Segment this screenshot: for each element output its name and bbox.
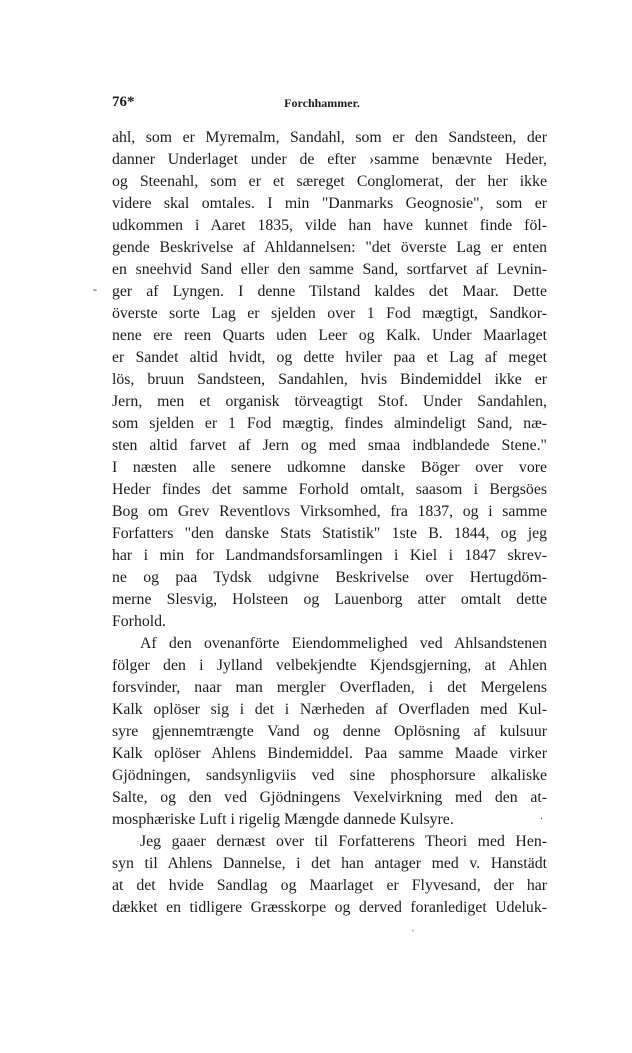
margin-mark: -	[93, 282, 97, 296]
text-line: videre skal omtales. I min "Danmarks Geognosie", som er	[112, 195, 547, 212]
text-line: lös, bruun Sandsteen, Sandahlen, hvis Bindemiddel ikke er	[112, 371, 547, 388]
text-line: at det hvide Sandlag og Maarlaget er Flyvesand, der har	[112, 877, 547, 894]
text-line: sten altid farvet af Jern og med smaa indblandede Stene."	[112, 437, 547, 454]
body-text	[112, 127, 547, 919]
bottom-mark: ˌ	[411, 918, 415, 932]
text-line: mosphæriske Luft i rigelig Mængde dannede Kulsyre.	[112, 811, 454, 828]
text-line: Jeg gaaer dernæst over til Forfatterens Theori med Hen-	[140, 833, 547, 850]
text-line: ger af Lyngen. I denne Tilstand kaldes det Maar. Dette	[112, 283, 547, 300]
text-line: Jern, men et organisk törveagtigt Stof. Under Sandahlen,	[112, 393, 547, 410]
text-line: Kalk oplöser sig i det i Nærheden af Overfladen med Kul-	[112, 701, 547, 718]
text-line: syre gjennemtrængte Vand og denne Oplösning af kulsuur	[112, 723, 547, 740]
text-line: gende Beskrivelse af Ahldannelsen: "det överste Lag er enten	[112, 239, 547, 256]
text-line: nene ere reen Quarts uden Leer og Kalk. Under Maarlaget	[112, 327, 547, 344]
page-header	[112, 94, 532, 114]
margin-mark: .	[540, 808, 543, 822]
text-line: Heder findes det samme Forhold omtalt, saasom i Bergsöes	[112, 481, 547, 498]
text-line: Kalk oplöser Ahlens Bindemiddel. Paa samme Maade virker	[112, 745, 547, 762]
text-line: Forfatters "den danske Stats Statistik" 1ste B. 1844, og jeg	[112, 525, 547, 542]
text-line: I næsten alle senere udkomne danske Böger over vore	[112, 459, 547, 476]
text-line: överste sorte Lag er sjelden over 1 Fod mægtigt, Sandkor-	[112, 305, 547, 322]
text-line: Af den ovenanförte Eiendommelighed ved Ahlsandstenen	[140, 635, 547, 652]
text-line: syn til Ahlens Dannelse, i det han antager med v. Hanstädt	[112, 855, 547, 872]
text-line: udkommen i Aaret 1835, vilde han have kunnet finde föl-	[112, 217, 547, 234]
text-line: Salte, og den ved Gjödningens Vexelvirkning med den at-	[112, 789, 547, 806]
text-line: som sjelden er 1 Fod mægtig, findes almindeligt Sand, næ-	[112, 415, 547, 432]
text-line: fölger den i Jylland velbekjendte Kjendsgjerning, at Ahlen	[112, 657, 547, 674]
text-line: ahl, som er Myremalm, Sandahl, som er den Sandsteen, der	[112, 129, 547, 146]
text-line: danner Underlaget under de efter ›samme benævnte Heder,	[112, 151, 547, 168]
text-line: og Steenahl, som er et særeget Conglomerat, der her ikke	[112, 173, 547, 190]
text-line: en sneehvid Sand eller den samme Sand, sortfarvet af Levnin-	[112, 261, 547, 278]
page-number: 76*	[112, 94, 135, 110]
text-line: Gjödningen, sandsynligviis ved sine phosphorsure alkaliske	[112, 767, 547, 784]
text-line: ne og paa Tydsk udgivne Beskrivelse over Hertugdöm-	[112, 569, 547, 586]
text-line: forsvinder, naar man mergler Overfladen, i det Mergelens	[112, 679, 547, 696]
running-head: Forchhammer.	[284, 96, 360, 110]
text-line: Bog om Grev Reventlovs Virksomhed, fra 1837, og i samme	[112, 503, 547, 520]
text-line: Forhold.	[112, 613, 166, 630]
text-line: merne Slesvig, Holsteen og Lauenborg atter omtalt dette	[112, 591, 547, 608]
text-line: er Sandet altid hvidt, og dette hviler paa et Lag af meget	[112, 349, 547, 366]
text-line: dækket en tidligere Græsskorpe og derved foranlediget Udeluk-	[112, 899, 547, 916]
text-line: har i min for Landmandsforsamlingen i Kiel i 1847 skrev-	[112, 547, 547, 564]
